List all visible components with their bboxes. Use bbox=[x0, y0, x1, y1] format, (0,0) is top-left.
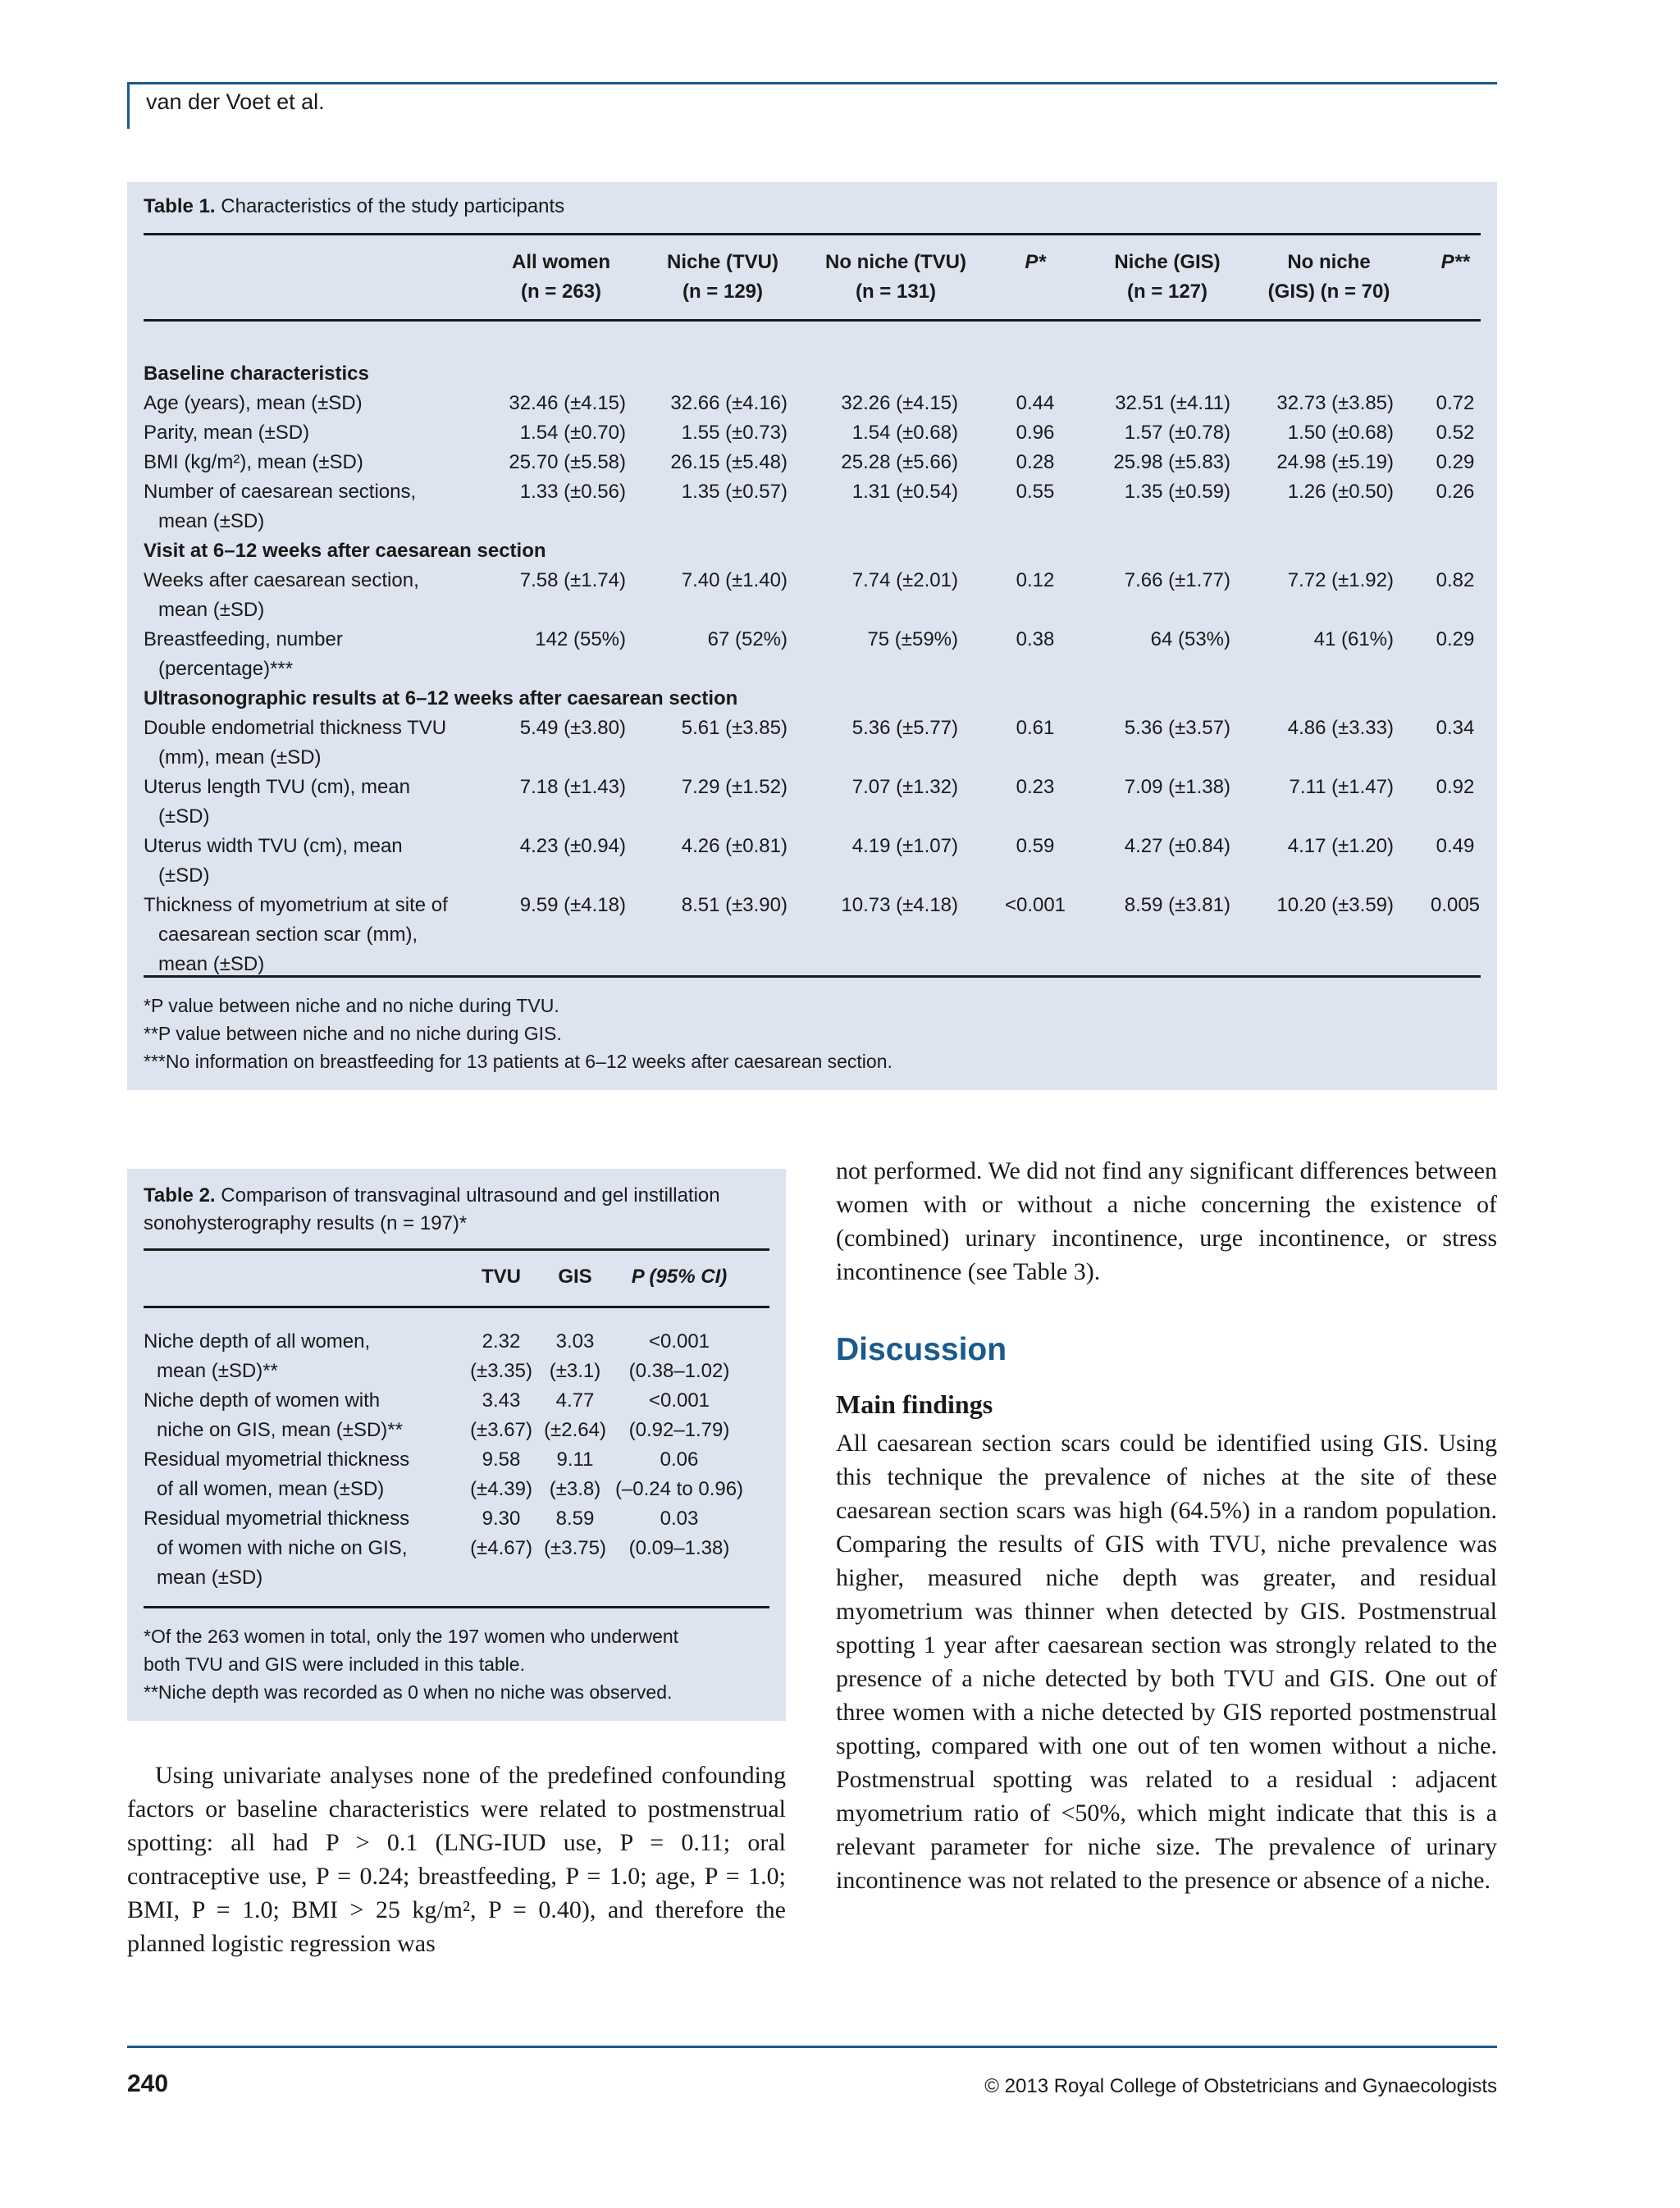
table-cell: 4.86 (±3.33) bbox=[1287, 717, 1394, 739]
table-cell: 0.52 bbox=[1436, 422, 1475, 444]
table-cell: 0.38 bbox=[1016, 628, 1055, 650]
section-heading: Baseline characteristics bbox=[144, 363, 369, 385]
table-cell: 5.61 (±3.85) bbox=[681, 717, 788, 739]
table-cell: 5.36 (±3.57) bbox=[1124, 717, 1230, 739]
row-label: Thickness of myometrium at site of bbox=[144, 894, 448, 916]
table-cell: 1.54 (±0.70) bbox=[519, 422, 626, 444]
table-1-header-cell: P** bbox=[1440, 251, 1470, 273]
table-cell: 2.32 bbox=[482, 1330, 521, 1353]
table-2-header-cell: GIS bbox=[558, 1266, 592, 1288]
row-label-cont: mean (±SD) bbox=[158, 510, 265, 532]
table-cell: 0.72 bbox=[1436, 392, 1475, 414]
main-findings-heading: Main findings bbox=[836, 1389, 993, 1419]
row-label-cont: (±SD) bbox=[158, 805, 210, 828]
row-label-cont: mean (±SD)** bbox=[157, 1360, 278, 1382]
table-1-footnote: ***No information on breastfeeding for 13 patients at 6–12 weeks after caesarean section. bbox=[144, 1051, 892, 1072]
table-2-caption: Table 2. Comparison of transvaginal ultrasound and gel instillation sonohysterography results (n = 197)* bbox=[144, 1184, 720, 1234]
table-cell: 7.29 (±1.52) bbox=[681, 776, 788, 798]
table-cell: 0.92 bbox=[1436, 776, 1475, 798]
table-cell: 25.98 (±5.83) bbox=[1113, 451, 1230, 473]
table-cell: 7.66 (±1.77) bbox=[1124, 569, 1230, 591]
table-cell: (±2.64) bbox=[544, 1419, 606, 1441]
discussion-heading: Discussion bbox=[836, 1332, 1007, 1367]
table-cell: (–0.24 to 0.96) bbox=[614, 1478, 744, 1500]
table-cell: 1.50 (±0.68) bbox=[1287, 422, 1394, 444]
table-cell: 32.26 (±4.15) bbox=[841, 392, 958, 414]
table-cell: (±4.67) bbox=[470, 1537, 532, 1559]
table-cell: (±3.1) bbox=[549, 1360, 601, 1382]
table-cell: 0.005 bbox=[1430, 894, 1481, 916]
table-cell: 25.70 (±5.58) bbox=[509, 451, 626, 473]
table-2-footnote: both TVU and GIS were included in this table. bbox=[144, 1654, 525, 1675]
row-label-cont: (±SD) bbox=[158, 864, 210, 887]
table-cell: 32.66 (±4.16) bbox=[670, 392, 788, 414]
table-cell: 0.29 bbox=[1436, 451, 1475, 473]
table-1-header-cell: No niche (TVU) (n = 131) bbox=[825, 251, 966, 303]
row-label: Niche depth of women with bbox=[144, 1389, 381, 1412]
section-heading: Ultrasonographic results at 6–12 weeks after caesarean section bbox=[144, 687, 738, 709]
table-1-footnote: *P value between niche and no niche during TVU. bbox=[144, 995, 559, 1016]
table-1-footnote: **P value between niche and no niche during GIS. bbox=[144, 1023, 562, 1044]
table-cell: 0.06 bbox=[660, 1448, 699, 1471]
table-2-header-cell: P (95% CI) bbox=[631, 1266, 728, 1288]
table-cell: 0.26 bbox=[1436, 481, 1475, 503]
table-cell: 8.59 bbox=[555, 1508, 595, 1530]
copyright: © 2013 Royal College of Obstetricians and Gynaecologists bbox=[984, 2075, 1497, 2097]
row-label: Residual myometrial thickness bbox=[144, 1508, 410, 1530]
table-2 bbox=[127, 1169, 786, 1721]
table-1-header-cell: All women (n = 263) bbox=[511, 251, 610, 303]
table-cell: 7.11 (±1.47) bbox=[1289, 776, 1394, 798]
table-cell: 9.58 bbox=[482, 1448, 521, 1471]
table-cell: 5.49 (±3.80) bbox=[519, 717, 626, 739]
table-cell: 1.35 (±0.57) bbox=[681, 481, 788, 503]
right-paragraph-1: not performed. We did not find any significant differences between women with or without a niche concerning the existence of (combined) urinary incontinence, urge incontinence, or stress incontinence (see Table 3). bbox=[836, 1157, 1497, 1285]
row-label-cont: mean (±SD) bbox=[157, 1567, 263, 1589]
table-cell: 4.26 (±0.81) bbox=[681, 835, 788, 857]
table-cell: (±3.35) bbox=[470, 1360, 532, 1382]
table-2-top-rule bbox=[144, 1248, 769, 1251]
table-2-header-cell: TVU bbox=[482, 1266, 521, 1288]
row-label: Parity, mean (±SD) bbox=[144, 422, 310, 444]
table-cell: 4.19 (±1.07) bbox=[851, 835, 958, 857]
table-cell: 67 (52%) bbox=[707, 628, 788, 650]
table-cell: 7.40 (±1.40) bbox=[681, 569, 788, 591]
table-cell: 25.28 (±5.66) bbox=[841, 451, 958, 473]
table-1-header-rule bbox=[144, 319, 1481, 322]
table-cell: 0.28 bbox=[1016, 451, 1055, 473]
right-paragraph-2: All caesarean section scars could be identified using GIS. Using this technique the prevalence of niches at the site of these caesarean section scars was high (64.5%) in a random population. Comparing the results of GIS with TVU, niche prevalence was higher, measured niche depth was greater, and residual myometrium was thinner when detected by GIS. Postmenstrual spotting 1 year after caesarean section was strongly related to the presence of a niche detected by both TVU and GIS. One out of three women with a niche detected by GIS reported postmenstrual spotting, compared with one out of ten women without a niche. Postmenstrual spotting was related to a residual : adjacent myometrium ratio of <50%, which might indicate that this is a relevant parameter for niche size. The prevalence of urinary incontinence was not related to the presence or absence of a niche. bbox=[836, 1430, 1497, 1894]
table-cell: <0.001 bbox=[648, 1330, 710, 1353]
table-cell: (0.38–1.02) bbox=[628, 1360, 730, 1382]
table-cell: (±3.75) bbox=[544, 1537, 606, 1559]
table-cell: 5.36 (±5.77) bbox=[851, 717, 958, 739]
table-cell: 1.33 (±0.56) bbox=[519, 481, 626, 503]
table-cell: 0.96 bbox=[1016, 422, 1055, 444]
table-cell: 10.73 (±4.18) bbox=[841, 894, 958, 916]
table-cell: 3.43 bbox=[482, 1389, 521, 1412]
table-cell: 1.54 (±0.68) bbox=[851, 422, 958, 444]
table-cell: 0.12 bbox=[1016, 569, 1055, 591]
table-cell: 1.55 (±0.73) bbox=[681, 422, 788, 444]
page-number: 240 bbox=[127, 2070, 169, 2097]
table-cell: 7.72 (±1.92) bbox=[1287, 569, 1394, 591]
table-2-header-rule bbox=[144, 1306, 769, 1308]
table-cell: (0.09–1.38) bbox=[628, 1537, 730, 1559]
table-1-header-cell: Niche (TVU) (n = 129) bbox=[666, 251, 778, 303]
table-cell: 4.27 (±0.84) bbox=[1124, 835, 1230, 857]
table-cell: 24.98 (±5.19) bbox=[1276, 451, 1394, 473]
table-cell: 9.30 bbox=[482, 1508, 521, 1530]
table-cell: 7.74 (±2.01) bbox=[851, 569, 958, 591]
table-1-top-rule bbox=[144, 233, 1481, 235]
table-cell: 9.11 bbox=[556, 1448, 594, 1471]
table-cell: 0.61 bbox=[1016, 717, 1055, 739]
table-cell: 8.59 (±3.81) bbox=[1124, 894, 1230, 916]
table-1-header-cell: No niche (GIS) (n = 70) bbox=[1267, 251, 1390, 303]
table-cell: 142 (55%) bbox=[535, 628, 626, 650]
running-head: van der Voet et al. bbox=[146, 89, 325, 114]
header-rule bbox=[127, 82, 1497, 84]
table-cell: 75 (±59%) bbox=[867, 628, 958, 650]
table-cell: 32.73 (±3.85) bbox=[1276, 392, 1394, 414]
row-label: Breastfeeding, number bbox=[144, 628, 343, 650]
row-label: Number of caesarean sections, bbox=[144, 481, 417, 503]
table-1 bbox=[127, 182, 1497, 1090]
row-label-cont: caesarean section scar (mm), bbox=[158, 924, 418, 946]
table-cell: 0.44 bbox=[1016, 392, 1055, 414]
table-1-caption: Table 1. Characteristics of the study participants bbox=[144, 195, 565, 217]
table-cell: 8.51 (±3.90) bbox=[681, 894, 788, 916]
table-cell: 4.23 (±0.94) bbox=[519, 835, 626, 857]
table-cell: (±4.39) bbox=[470, 1478, 532, 1500]
table-1-header-cell: P* bbox=[1025, 251, 1046, 273]
section-heading: Visit at 6–12 weeks after caesarean section bbox=[144, 540, 546, 562]
table-cell: 26.15 (±5.48) bbox=[670, 451, 788, 473]
table-cell: 1.35 (±0.59) bbox=[1124, 481, 1230, 503]
table-cell: 0.59 bbox=[1016, 835, 1055, 857]
table-cell: 0.34 bbox=[1436, 717, 1475, 739]
table-cell: 32.51 (±4.11) bbox=[1115, 392, 1230, 414]
table-cell: 0.23 bbox=[1016, 776, 1055, 798]
row-label: Age (years), mean (±SD) bbox=[144, 392, 363, 414]
table-cell: 0.82 bbox=[1436, 569, 1475, 591]
table-cell: (±3.8) bbox=[549, 1478, 601, 1500]
row-label: Double endometrial thickness TVU bbox=[144, 717, 447, 739]
table-1-header-cell: Niche (GIS) (n = 127) bbox=[1114, 251, 1221, 303]
table-2-footnote: *Of the 263 women in total, only the 197 women who underwent bbox=[144, 1626, 679, 1647]
table-cell: 0.49 bbox=[1436, 835, 1475, 857]
row-label: BMI (kg/m²), mean (±SD) bbox=[144, 451, 363, 473]
table-cell: 4.77 bbox=[555, 1389, 595, 1412]
table-cell: 7.18 (±1.43) bbox=[519, 776, 626, 798]
table-2-bottom-rule bbox=[144, 1606, 769, 1608]
row-label-cont: of women with niche on GIS, bbox=[157, 1537, 408, 1559]
row-label-cont: of all women, mean (±SD) bbox=[157, 1478, 385, 1500]
table-cell: (±3.67) bbox=[470, 1419, 532, 1441]
table-cell: 1.31 (±0.54) bbox=[851, 481, 958, 503]
header-tick bbox=[127, 82, 130, 129]
table-cell: 4.17 (±1.20) bbox=[1287, 835, 1394, 857]
row-label: Uterus width TVU (cm), mean bbox=[144, 835, 403, 857]
table-cell: 1.26 (±0.50) bbox=[1287, 481, 1394, 503]
table-cell: 9.59 (±4.18) bbox=[519, 894, 626, 916]
table-cell: 32.46 (±4.15) bbox=[509, 392, 626, 414]
left-paragraph: Using univariate analyses none of the predefined confounding factors or baseline characteristics were related to postmenstrual spotting: all had P > 0.1 (LNG-IUD use, P = 0.11; oral contraceptive use, P = 0.24; breastfeeding, P = 1.0; age, P = 1.0; BMI, P = 1.0; BMI > 25 kg/m², P = 0.40), and therefore the planned logistic regression was bbox=[127, 1762, 786, 1957]
table-1-bottom-rule bbox=[144, 975, 1481, 978]
row-label: Weeks after caesarean section, bbox=[144, 569, 419, 591]
table-cell: (0.92–1.79) bbox=[628, 1419, 730, 1441]
table-cell: 3.03 bbox=[555, 1330, 595, 1353]
table-cell: 1.57 (±0.78) bbox=[1124, 422, 1230, 444]
row-label-cont: (mm), mean (±SD) bbox=[158, 746, 322, 769]
row-label-cont: niche on GIS, mean (±SD)** bbox=[157, 1419, 403, 1441]
table-cell: <0.001 bbox=[1004, 894, 1066, 916]
footer-rule bbox=[127, 2046, 1497, 2048]
table-cell: 7.09 (±1.38) bbox=[1124, 776, 1230, 798]
row-label: Niche depth of all women, bbox=[144, 1330, 371, 1353]
table-cell: 0.29 bbox=[1436, 628, 1475, 650]
table-cell: 41 (61%) bbox=[1313, 628, 1394, 650]
table-cell: 7.58 (±1.74) bbox=[519, 569, 626, 591]
row-label-cont: mean (±SD) bbox=[158, 599, 265, 621]
table-cell: 10.20 (±3.59) bbox=[1276, 894, 1394, 916]
table-cell: <0.001 bbox=[648, 1389, 710, 1412]
row-label-cont: mean (±SD) bbox=[158, 953, 265, 975]
table-cell: 0.03 bbox=[660, 1508, 699, 1530]
table-cell: 0.55 bbox=[1016, 481, 1055, 503]
row-label-cont: (percentage)*** bbox=[158, 658, 294, 680]
table-cell: 7.07 (±1.32) bbox=[851, 776, 958, 798]
table-2-footnote: **Niche depth was recorded as 0 when no niche was observed. bbox=[144, 1681, 673, 1703]
table-cell: 64 (53%) bbox=[1150, 628, 1230, 650]
row-label: Uterus length TVU (cm), mean bbox=[144, 776, 410, 798]
row-label: Residual myometrial thickness bbox=[144, 1448, 410, 1471]
